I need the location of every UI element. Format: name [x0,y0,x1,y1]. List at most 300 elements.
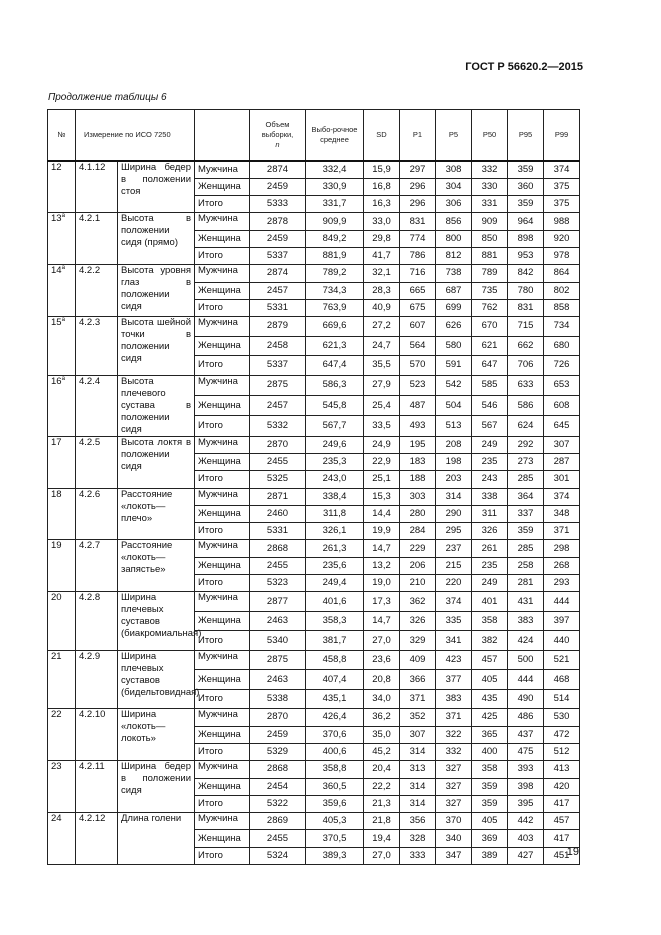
col-header-sd: SD [364,110,400,162]
row-number [48,709,76,761]
cell-mean: 326,1 [306,523,364,540]
cell-p5: 738 [436,265,472,282]
cell-p95: 398 [508,778,544,795]
cell-p1: 195 [400,436,436,453]
table-row [48,650,580,670]
cell-n: 5337 [250,247,306,264]
cell-p95: 359 [508,196,544,213]
cell-p95: 258 [508,557,544,574]
cell-p99: 920 [544,230,580,247]
cell-p50: 330 [472,178,508,195]
col-header-n-symbol: n [275,140,280,149]
cell-p1: 210 [400,575,436,592]
table-row [48,436,580,453]
cell-p1: 229 [400,540,436,557]
cell-sd: 19,4 [364,830,400,847]
cell-p1: 607 [400,317,436,337]
sex-label: Женщина [195,396,250,416]
cell-n: 2875 [250,375,306,395]
cell-p95: 431 [508,592,544,612]
cell-p99: 988 [544,213,580,230]
cell-p5: 687 [436,282,472,299]
cell-p95: 395 [508,795,544,812]
cell-mean: 669,6 [306,317,364,337]
cell-p1: 487 [400,396,436,416]
cell-mean: 261,3 [306,540,364,557]
cell-sd: 14,7 [364,611,400,631]
cell-n: 2869 [250,813,306,830]
measurement-name: Высота шейной точки в положении сидя [118,317,195,376]
cell-n: 2463 [250,670,306,690]
cell-p5: 591 [436,356,472,376]
cell-n: 2457 [250,282,306,299]
cell-p95: 780 [508,282,544,299]
cell-sd: 14,7 [364,540,400,557]
cell-p99: 653 [544,375,580,395]
sex-label: Мужчина [195,161,250,178]
row-number-value: 23 [51,761,62,773]
cell-p1: 352 [400,709,436,726]
cell-n: 5324 [250,847,306,864]
cell-p50: 425 [472,709,508,726]
row-number [48,813,76,865]
iso-code: 4.2.10 [76,709,118,761]
cell-p99: 451 [544,847,580,864]
cell-mean: 249,4 [306,575,364,592]
cell-p99: 307 [544,436,580,453]
cell-p99: 864 [544,265,580,282]
cell-p5: 308 [436,161,472,178]
cell-p1: 356 [400,813,436,830]
cell-p95: 424 [508,631,544,651]
sex-label: Итого [195,847,250,864]
cell-n: 2870 [250,709,306,726]
cell-p5: 306 [436,196,472,213]
cell-mean: 909,9 [306,213,364,230]
sex-label: Мужчина [195,213,250,230]
row-number [48,317,76,376]
cell-p5: 237 [436,540,472,557]
page-number: 19 [566,846,579,858]
cell-p1: 665 [400,282,436,299]
iso-code: 4.2.6 [76,488,118,540]
cell-p50: 249 [472,436,508,453]
cell-n: 2459 [250,230,306,247]
cell-p95: 403 [508,830,544,847]
cell-p95: 500 [508,650,544,670]
cell-p50: 326 [472,523,508,540]
cell-p5: 327 [436,761,472,778]
row-number [48,761,76,813]
cell-sd: 19,9 [364,523,400,540]
cell-p50: 235 [472,453,508,470]
cell-mean: 401,6 [306,592,364,612]
cell-p50: 909 [472,213,508,230]
cell-n: 2457 [250,396,306,416]
cell-p50: 235 [472,557,508,574]
cell-p5: 203 [436,471,472,488]
cell-p5: 332 [436,743,472,760]
col-header-n [250,110,306,162]
cell-p1: 314 [400,795,436,812]
cell-mean: 545,8 [306,396,364,416]
cell-p99: 375 [544,196,580,213]
cell-p1: 831 [400,213,436,230]
measurement-name: Длина голени [118,813,195,865]
cell-p95: 273 [508,453,544,470]
row-number-value: 12 [51,162,62,173]
cell-mean: 458,8 [306,650,364,670]
cell-mean: 331,7 [306,196,364,213]
table-row [48,592,580,612]
cell-p50: 359 [472,795,508,812]
table-row [48,488,580,505]
cell-p1: 675 [400,299,436,316]
cell-sd: 21,8 [364,813,400,830]
sex-label: Мужчина [195,813,250,830]
row-number [48,592,76,651]
cell-n: 2454 [250,778,306,795]
cell-p95: 662 [508,336,544,356]
row-number-value: 20 [51,592,62,604]
cell-sd: 20,8 [364,670,400,690]
cell-p50: 369 [472,830,508,847]
row-number [48,540,76,592]
sex-label: Женщина [195,178,250,195]
cell-sd: 16,3 [364,196,400,213]
cell-p95: 281 [508,575,544,592]
cell-p50: 365 [472,726,508,743]
cell-mean: 360,5 [306,778,364,795]
cell-p99: 374 [544,161,580,178]
cell-p50: 621 [472,336,508,356]
cell-n: 2877 [250,592,306,612]
table-header-row [48,110,580,162]
cell-n: 5337 [250,356,306,376]
cell-sd: 22,2 [364,778,400,795]
cell-p99: 420 [544,778,580,795]
cell-p50: 331 [472,196,508,213]
cell-p50: 358 [472,611,508,631]
cell-p1: 362 [400,592,436,612]
cell-p1: 523 [400,375,436,395]
cell-mean: 621,3 [306,336,364,356]
cell-n: 5333 [250,196,306,213]
measurement-name: Расстояние «локоть—плечо» [118,488,195,540]
iso-code: 4.2.3 [76,317,118,376]
cell-sd: 33,0 [364,213,400,230]
cell-p50: 400 [472,743,508,760]
cell-p5: 290 [436,505,472,522]
cell-p50: 338 [472,488,508,505]
cell-mean: 789,2 [306,265,364,282]
col-header-p1: P1 [400,110,436,162]
cell-p99: 726 [544,356,580,376]
cell-p5: 513 [436,416,472,436]
row-number [48,436,76,488]
sex-label: Итого [195,471,250,488]
col-header-n-label: Объем выборки, [261,120,294,139]
cell-p95: 586 [508,396,544,416]
cell-p50: 435 [472,689,508,709]
cell-p5: 504 [436,396,472,416]
cell-p1: 371 [400,689,436,709]
cell-p95: 475 [508,743,544,760]
row-number [48,488,76,540]
cell-sd: 34,0 [364,689,400,709]
cell-p5: 347 [436,847,472,864]
cell-p95: 337 [508,505,544,522]
cell-p95: 359 [508,523,544,540]
sex-label: Итого [195,356,250,376]
cell-p1: 716 [400,265,436,282]
cell-p99: 301 [544,471,580,488]
cell-sd: 40,9 [364,299,400,316]
cell-p1: 296 [400,178,436,195]
cell-p5: 812 [436,247,472,264]
cell-p99: 371 [544,523,580,540]
cell-p95: 437 [508,726,544,743]
cell-p99: 530 [544,709,580,726]
cell-sd: 33,5 [364,416,400,436]
cell-p5: 800 [436,230,472,247]
cell-p5: 340 [436,830,472,847]
cell-sd: 23,6 [364,650,400,670]
row-number-value: 14 [51,265,62,277]
cell-p99: 298 [544,540,580,557]
sex-label: Итого [195,196,250,213]
cell-p1: 570 [400,356,436,376]
cell-p99: 734 [544,317,580,337]
cell-mean: 567,7 [306,416,364,436]
cell-p5: 327 [436,795,472,812]
sex-label: Итого [195,689,250,709]
cell-p1: 493 [400,416,436,436]
sex-label: Женщина [195,778,250,795]
cell-sd: 13,2 [364,557,400,574]
cell-sd: 35,0 [364,726,400,743]
sex-label: Мужчина [195,592,250,612]
iso-code: 4.2.12 [76,813,118,865]
sex-label: Женщина [195,282,250,299]
iso-code: 4.2.8 [76,592,118,651]
cell-n: 5323 [250,575,306,592]
cell-p50: 405 [472,813,508,830]
sex-label: Итого [195,416,250,436]
cell-p99: 417 [544,830,580,847]
cell-mean: 586,3 [306,375,364,395]
cell-p99: 472 [544,726,580,743]
cell-mean: 849,2 [306,230,364,247]
cell-mean: 647,4 [306,356,364,376]
cell-mean: 311,8 [306,505,364,522]
iso-code: 4.2.9 [76,650,118,709]
cell-p95: 706 [508,356,544,376]
row-number-value: 22 [51,709,62,721]
cell-mean: 734,3 [306,282,364,299]
cell-p50: 762 [472,299,508,316]
cell-p95: 442 [508,813,544,830]
footnote-marker: а [61,375,65,382]
cell-p99: 802 [544,282,580,299]
cell-p1: 284 [400,523,436,540]
table-row [48,375,580,395]
measurement-name: Высота плечевого сустава в положении сидя [118,375,195,436]
cell-p50: 670 [472,317,508,337]
cell-p5: 220 [436,575,472,592]
cell-n: 5322 [250,795,306,812]
cell-p99: 645 [544,416,580,436]
cell-n: 5332 [250,416,306,436]
measurement-name: Ширина бедер в положении стоя [118,161,195,213]
cell-mean: 243,0 [306,471,364,488]
cell-p99: 978 [544,247,580,264]
cell-p1: 786 [400,247,436,264]
row-number [48,213,76,265]
cell-p95: 486 [508,709,544,726]
sex-label: Мужчина [195,761,250,778]
cell-p99: 397 [544,611,580,631]
row-number-value: 19 [51,540,62,552]
cell-p99: 444 [544,592,580,612]
measurement-name: Ширина плечевых суставов (бидельтовидная) [118,650,195,709]
cell-sd: 15,9 [364,161,400,178]
cell-p95: 359 [508,161,544,178]
cell-sd: 21,3 [364,795,400,812]
cell-sd: 45,2 [364,743,400,760]
cell-n: 2463 [250,611,306,631]
sex-label: Мужчина [195,488,250,505]
row-number-value: 16 [51,375,62,387]
sex-label: Итого [195,743,250,760]
sex-label: Женщина [195,611,250,631]
table-row [48,317,580,337]
cell-p5: 542 [436,375,472,395]
cell-p1: 314 [400,778,436,795]
cell-n: 5331 [250,523,306,540]
cell-sd: 29,8 [364,230,400,247]
cell-p1: 564 [400,336,436,356]
row-number-value: 24 [51,813,62,825]
cell-p95: 393 [508,761,544,778]
cell-sd: 25,4 [364,396,400,416]
cell-mean: 330,9 [306,178,364,195]
cell-p50: 647 [472,356,508,376]
cell-n: 2459 [250,178,306,195]
sex-label: Итого [195,575,250,592]
row-number [48,650,76,709]
cell-mean: 358,8 [306,761,364,778]
cell-sd: 24,7 [364,336,400,356]
cell-p50: 249 [472,575,508,592]
col-header-p50: P50 [472,110,508,162]
cell-n: 5338 [250,689,306,709]
cell-p95: 715 [508,317,544,337]
standard-designation: ГОСТ Р 56620.2—2015 [465,61,583,73]
cell-p5: 626 [436,317,472,337]
cell-mean: 332,4 [306,161,364,178]
cell-p99: 287 [544,453,580,470]
cell-n: 2874 [250,265,306,282]
cell-p95: 444 [508,670,544,690]
cell-sd: 20,4 [364,761,400,778]
col-header-p95: P95 [508,110,544,162]
cell-p5: 371 [436,709,472,726]
col-header-p99: P99 [544,110,580,162]
cell-p50: 382 [472,631,508,651]
cell-mean: 381,7 [306,631,364,651]
cell-mean: 400,6 [306,743,364,760]
cell-sd: 41,7 [364,247,400,264]
cell-p99: 374 [544,488,580,505]
cell-p1: 409 [400,650,436,670]
cell-n: 5329 [250,743,306,760]
cell-p50: 567 [472,416,508,436]
cell-sd: 17,3 [364,592,400,612]
cell-p50: 850 [472,230,508,247]
col-header-no: № [48,110,76,162]
cell-p1: 328 [400,830,436,847]
cell-p99: 348 [544,505,580,522]
cell-p50: 359 [472,778,508,795]
cell-p95: 285 [508,471,544,488]
cell-mean: 338,4 [306,488,364,505]
cell-p50: 401 [472,592,508,612]
col-header-sex [195,110,250,162]
cell-p50: 405 [472,670,508,690]
row-number-value: 17 [51,436,62,448]
cell-n: 5325 [250,471,306,488]
cell-p95: 364 [508,488,544,505]
cell-mean: 405,3 [306,813,364,830]
cell-p5: 699 [436,299,472,316]
row-number-value: 13 [51,213,62,225]
cell-p99: 268 [544,557,580,574]
cell-p99: 680 [544,336,580,356]
cell-p95: 964 [508,213,544,230]
cell-p5: 335 [436,611,472,631]
sex-label: Женщина [195,453,250,470]
cell-n: 2458 [250,336,306,356]
footnote-marker: а [61,213,65,220]
cell-p95: 383 [508,611,544,631]
sex-label: Женщина [195,336,250,356]
table-row [48,540,580,557]
iso-code: 4.2.4 [76,375,118,436]
cell-p95: 842 [508,265,544,282]
cell-sd: 15,3 [364,488,400,505]
measurement-name: Ширина «локоть—локоть» [118,709,195,761]
cell-p50: 735 [472,282,508,299]
cell-n: 2455 [250,453,306,470]
sex-label: Женщина [195,505,250,522]
row-number-value: 18 [51,488,62,500]
cell-p5: 322 [436,726,472,743]
cell-p99: 293 [544,575,580,592]
cell-n: 2460 [250,505,306,522]
sex-label: Женщина [195,726,250,743]
cell-n: 2878 [250,213,306,230]
cell-p1: 329 [400,631,436,651]
cell-p1: 333 [400,847,436,864]
measurement-name: Высота уровня глаз в положении сидя [118,265,195,317]
cell-mean: 370,6 [306,726,364,743]
iso-code: 4.1.12 [76,161,118,213]
sex-label: Мужчина [195,317,250,337]
cell-sd: 19,0 [364,575,400,592]
col-header-p5: P5 [436,110,472,162]
cell-mean: 359,6 [306,795,364,812]
